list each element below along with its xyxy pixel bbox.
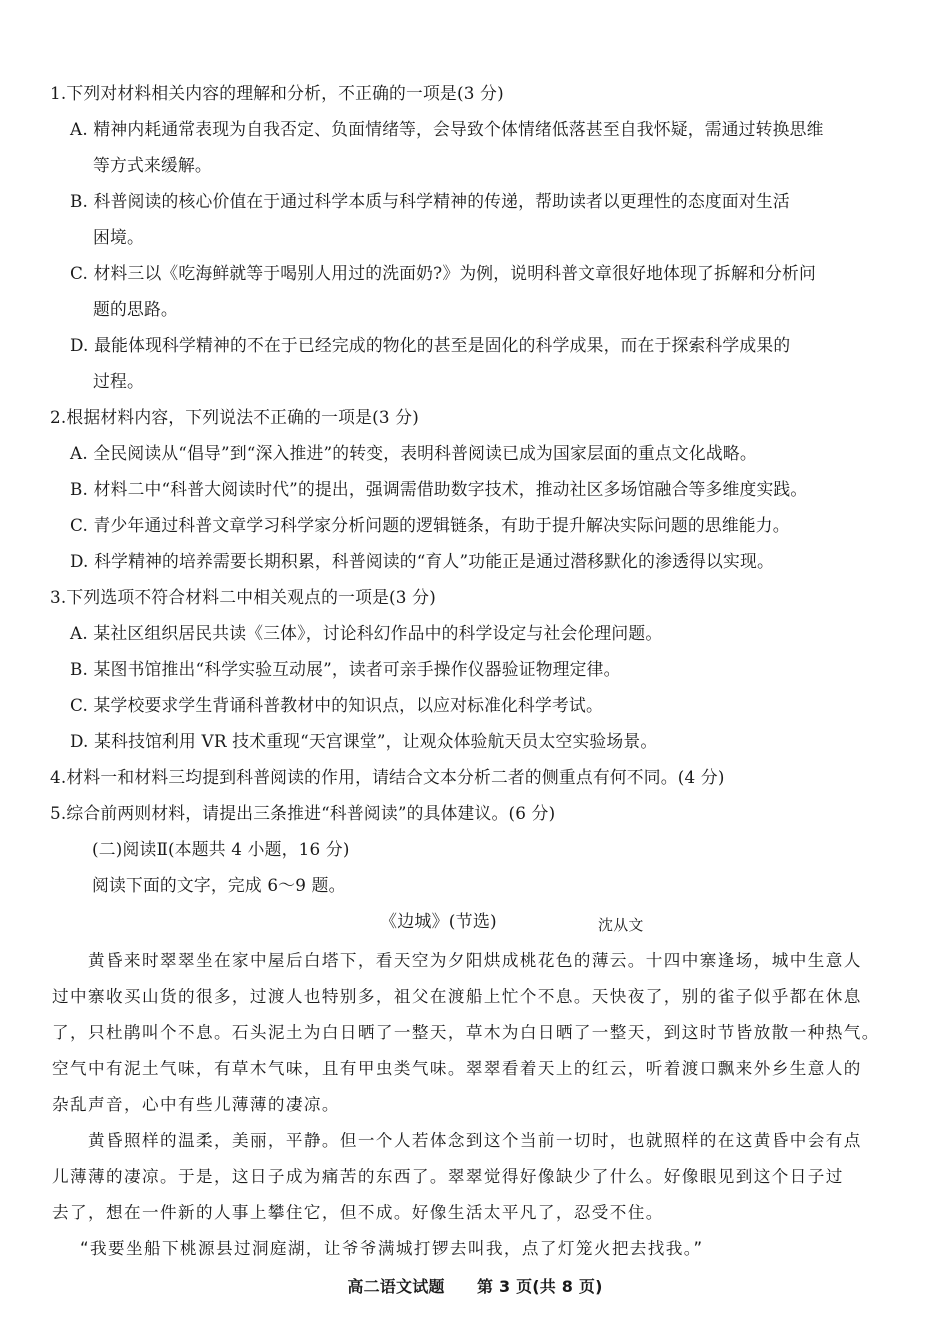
passage-line: 杂乱声音，心中有些儿薄薄的凄凉。 <box>52 1095 340 1114</box>
passage-line: 空气中有泥土气味，有草木气味，且有甲虫类气味。翠翠看着天上的红云，听着渡口飘来外乡生意人的 <box>52 1059 862 1078</box>
passage-line: 儿薄薄的凄凉。于是，这日子成为痛苦的东西了。翠翠觉得好像缺少了什么。好像眼见到这个日子过 <box>52 1167 844 1186</box>
q4-stem: 4.材料一和材料三均提到科普阅读的作用，请结合文本分析二者的侧重点有何不同。(4 分) <box>50 767 725 787</box>
reading2-header: (二)阅读Ⅱ(本题共 4 小题，16 分) <box>92 839 350 859</box>
passage-line: 黄昏来时翠翠坐在家中屋后白塔下，看天空为夕阳烘成桃花色的薄云。十四中寨逢场，城中生意人 <box>88 951 862 970</box>
q1-stem: 1.下列对材料相关内容的理解和分析，不正确的一项是(3 分) <box>50 83 504 103</box>
reading2-instruction: 阅读下面的文字，完成 6～9 题。 <box>92 875 346 895</box>
passage-line: 了，只杜鹃叫个不息。石头泥土为白日晒了一整天，草木为白日晒了一整天，到这时节皆放散一种热气。 <box>52 1023 880 1042</box>
passage-author: 沈从文 <box>598 916 644 934</box>
q1-option-a-cont: 等方式来缓解。 <box>93 155 212 175</box>
q3-option-a: A. 某社区组织居民共读《三体》，讨论科幻作品中的科学设定与社会伦理问题。 <box>70 623 663 643</box>
q5-stem: 5.综合前两则材料，请提出三条推进“科普阅读”的具体建议。(6 分) <box>50 803 556 823</box>
q1-option-c: C. 材料三以《吃海鲜就等于喝别人用过的洗面奶?》为例，说明科普文章很好地体现了拆解和分析问 <box>70 263 816 283</box>
q1-option-b-cont: 困境。 <box>93 227 144 247</box>
q3-stem: 3.下列选项不符合材料二中相关观点的一项是(3 分) <box>50 587 436 607</box>
q2-stem: 2.根据材料内容，下列说法不正确的一项是(3 分) <box>50 407 419 427</box>
passage-line: 去了，想在一件新的人事上攀住它，但不成。好像生活太平凡了，忍受不住。 <box>52 1203 664 1222</box>
passage-title: 《边城》(节选) <box>380 912 497 932</box>
q1-option-a: A. 精神内耗通常表现为自我否定、负面情绪等，会导致个体情绪低落甚至自我怀疑，需通过转换思维 <box>70 119 824 139</box>
q2-option-b: B. 材料二中“科普大阅读时代”的提出，强调需借助数字技术，推动社区多场馆融合等多维度实践。 <box>70 479 808 499</box>
q2-option-a: A. 全民阅读从“倡导”到“深入推进”的转变，表明科普阅读已成为国家层面的重点文化战略。 <box>70 443 757 463</box>
passage-line: 黄昏照样的温柔，美丽，平静。但一个人若体念到这个当前一切时，也就照样的在这黄昏中会有点 <box>88 1131 862 1150</box>
q1-option-d: D. 最能体现科学精神的不在于已经完成的物化的甚至是固化的科学成果，而在于探索科学成果的 <box>70 335 791 355</box>
page-footer: 高二语文试题 第 3 页(共 8 页) <box>347 1277 603 1296</box>
q1-option-d-cont: 过程。 <box>93 371 144 391</box>
passage-line: 过中寨收买山货的很多，过渡人也特别多，祖父在渡船上忙个不息。天快夜了，别的雀子似乎都在休息 <box>52 987 862 1006</box>
q2-option-c: C. 青少年通过科普文章学习科学家分析问题的逻辑链条，有助于提升解决实际问题的思维能力。 <box>70 515 790 535</box>
q1-option-c-cont: 题的思路。 <box>93 299 178 319</box>
q2-option-d: D. 科学精神的培养需要长期积累，科普阅读的“育人”功能正是通过潜移默化的渗透得以实现。 <box>70 551 774 571</box>
q3-option-d: D. 某科技馆利用 VR 技术重现“天宫课堂”，让观众体验航天员太空实验场景。 <box>70 731 658 751</box>
passage-quote: “我要坐船下桃源县过洞庭湖，让爷爷满城打锣去叫我，点了灯笼火把去找我。” <box>80 1239 704 1258</box>
q1-option-b: B. 科普阅读的核心价值在于通过科学本质与科学精神的传递，帮助读者以更理性的态度面对生活 <box>70 191 790 211</box>
q3-option-c: C. 某学校要求学生背诵科普教材中的知识点，以应对标准化科学考试。 <box>70 695 603 715</box>
q3-option-b: B. 某图书馆推出“科学实验互动展”，读者可亲手操作仪器验证物理定律。 <box>70 659 621 679</box>
